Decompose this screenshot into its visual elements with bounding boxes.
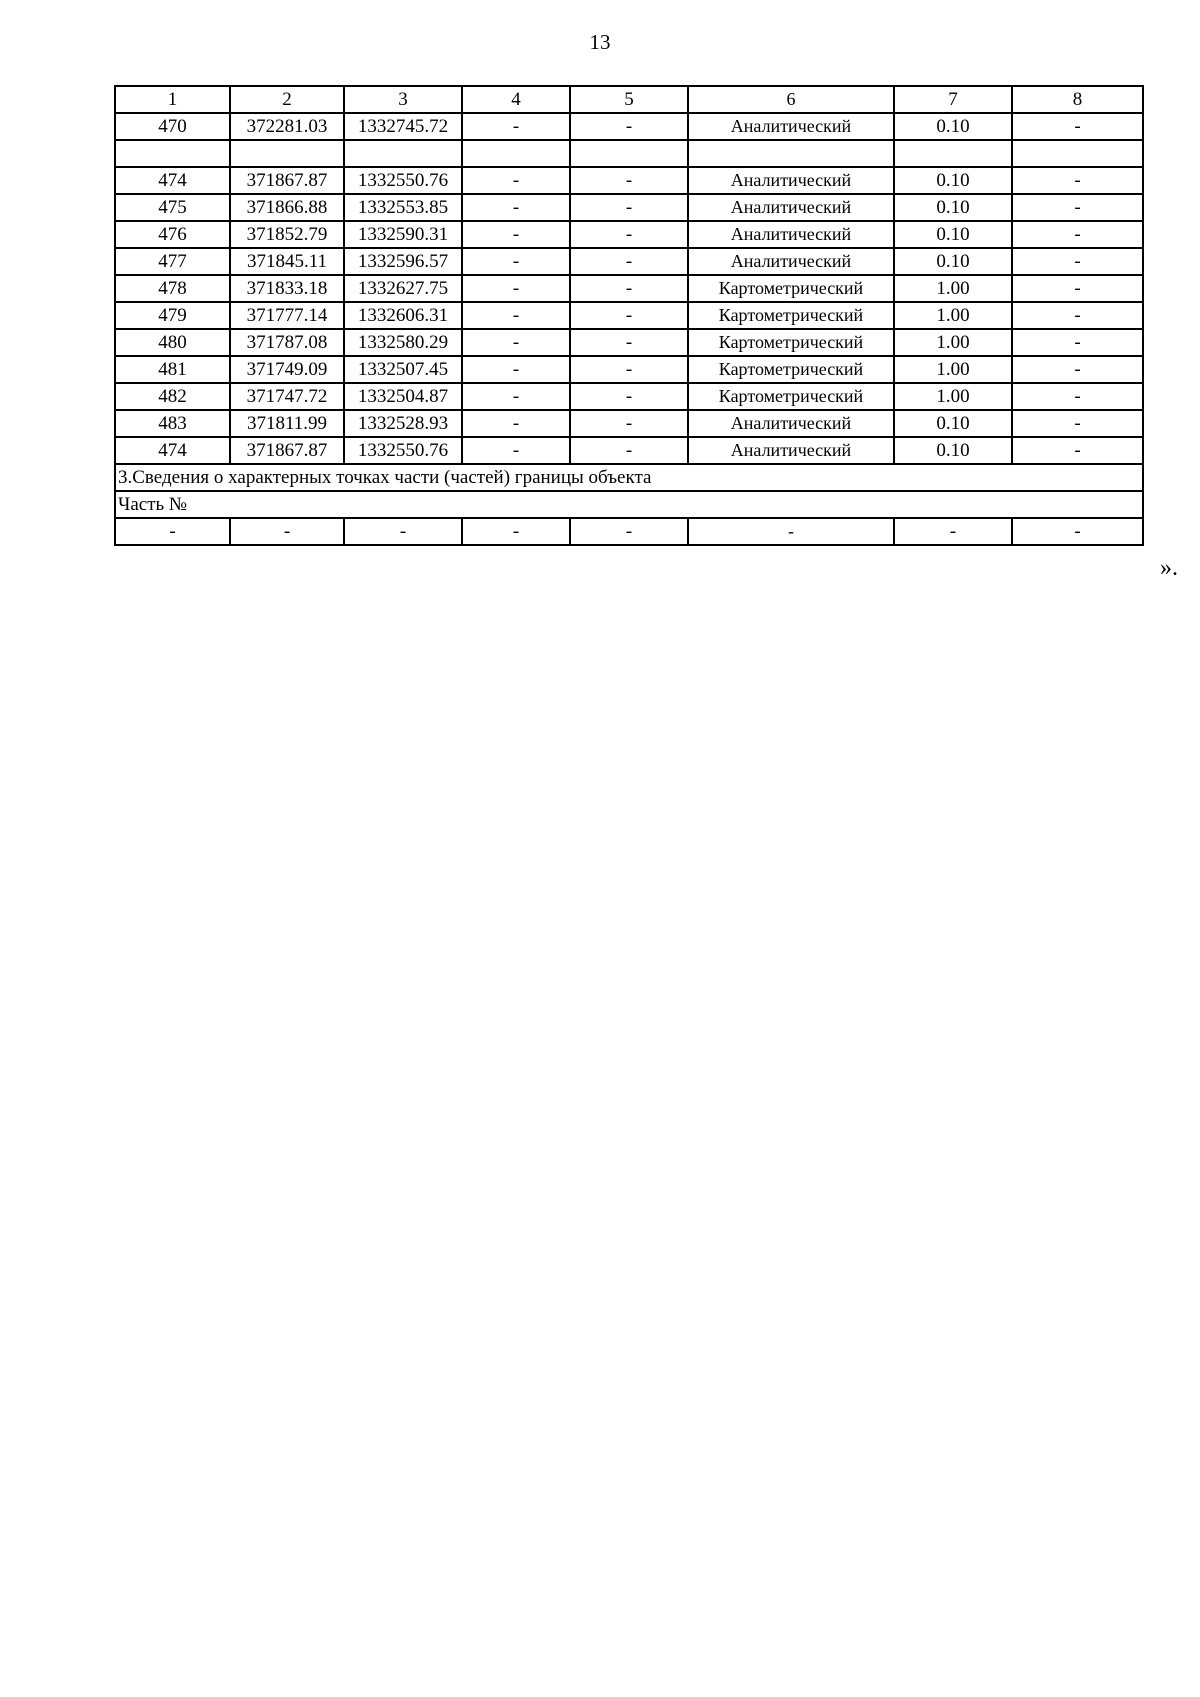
table-row	[115, 518, 1143, 545]
table-cell-col5: 5	[570, 86, 688, 113]
table-cell-col2: 371866.88	[230, 194, 344, 221]
table-cell-col1: 481	[115, 356, 230, 383]
table-cell-col3: 1332550.76	[344, 167, 462, 194]
table-row	[115, 194, 1143, 221]
table-body	[115, 86, 1143, 545]
table-row	[115, 437, 1143, 464]
table-cell-col8: 8	[1012, 86, 1143, 113]
table-cell-col8: -	[1012, 113, 1143, 140]
table-row	[115, 275, 1143, 302]
table-cell-col7: 0.10	[894, 410, 1012, 437]
table-cell-col4: -	[462, 410, 570, 437]
table-cell-col5: -	[570, 383, 688, 410]
table-cell-col7: 7	[894, 86, 1012, 113]
table-cell-col8: -	[1012, 221, 1143, 248]
table-cell-col7: 1.00	[894, 356, 1012, 383]
table-cell-col6: Картометрический	[688, 275, 894, 302]
table-cell-col2: 371777.14	[230, 302, 344, 329]
table-cell-col7: 0.10	[894, 221, 1012, 248]
table-cell-col2: 371749.09	[230, 356, 344, 383]
table-cell-col1: 474	[115, 167, 230, 194]
table-cell-col4: -	[462, 383, 570, 410]
table-cell-col6: Аналитический	[688, 248, 894, 275]
part-label-row	[115, 491, 1143, 518]
table-row	[115, 383, 1143, 410]
table-cell-col8: -	[1012, 302, 1143, 329]
table-row	[115, 302, 1143, 329]
table-cell-col6: 6	[688, 86, 894, 113]
table-cell-col4	[462, 140, 570, 167]
table-cell-col3	[344, 140, 462, 167]
table-cell-col6: Картометрический	[688, 383, 894, 410]
table-cell-col6: Аналитический	[688, 113, 894, 140]
table-cell-col3: 1332504.87	[344, 383, 462, 410]
table-cell-col8: -	[1012, 167, 1143, 194]
table-cell-col4: -	[462, 356, 570, 383]
section-title-row	[115, 464, 1143, 491]
table-cell-col1: 475	[115, 194, 230, 221]
table-cell-col6: Картометрический	[688, 302, 894, 329]
table-row	[115, 356, 1143, 383]
table-row	[115, 248, 1143, 275]
table-cell-col8: -	[1012, 383, 1143, 410]
table-cell-col5: -	[570, 275, 688, 302]
table-cell-col7: 0.10	[894, 248, 1012, 275]
table-cell-col4: -	[462, 329, 570, 356]
table-cell-col4: -	[462, 437, 570, 464]
table-cell-col7: 0.10	[894, 194, 1012, 221]
table-cell-col2: 371867.87	[230, 167, 344, 194]
table-cell-col4: -	[462, 302, 570, 329]
table-cell-col2	[230, 140, 344, 167]
table-cell-col7: 1.00	[894, 302, 1012, 329]
table-cell-col6	[688, 140, 894, 167]
table-cell-col5: -	[570, 248, 688, 275]
boundary-points-table	[114, 85, 1144, 546]
table-cell-col2: 371811.99	[230, 410, 344, 437]
table-cell-col8: -	[1012, 194, 1143, 221]
section-title-row-text: 3.Сведения о характерных точках части (частей) границы объекта	[115, 464, 1143, 491]
closing-quote: ».	[1160, 555, 1178, 581]
table-cell-col3: 1332590.31	[344, 221, 462, 248]
table-cell-col8: -	[1012, 410, 1143, 437]
table-cell-col6: Картометрический	[688, 329, 894, 356]
table-cell-col2: 371867.87	[230, 437, 344, 464]
table-cell-col4: -	[462, 113, 570, 140]
table-cell-col6: Аналитический	[688, 167, 894, 194]
table-cell-col5: -	[570, 410, 688, 437]
table-cell-col7: 0.10	[894, 437, 1012, 464]
table-cell-col8: -	[1012, 437, 1143, 464]
table-cell-col1: -	[115, 518, 230, 545]
table-cell-col3: 1332553.85	[344, 194, 462, 221]
table-cell-col4: 4	[462, 86, 570, 113]
table-cell-col2: 2	[230, 86, 344, 113]
table-cell-col7: 1.00	[894, 275, 1012, 302]
table-cell-col7	[894, 140, 1012, 167]
table-cell-col3: 1332580.29	[344, 329, 462, 356]
page-number: 13	[589, 30, 611, 54]
table-cell-col4: -	[462, 518, 570, 545]
table-cell-col4: -	[462, 275, 570, 302]
table-row	[115, 329, 1143, 356]
table-cell-col5: -	[570, 221, 688, 248]
table-cell-col6: -	[688, 518, 894, 545]
table-cell-col1	[115, 140, 230, 167]
table-cell-col3: 1332596.57	[344, 248, 462, 275]
table-cell-col5: -	[570, 194, 688, 221]
table-cell-col3: 1332528.93	[344, 410, 462, 437]
table-cell-col5	[570, 140, 688, 167]
table-cell-col2: 371852.79	[230, 221, 344, 248]
table-cell-col1: 480	[115, 329, 230, 356]
table-row	[115, 140, 1143, 167]
table-cell-col1: 476	[115, 221, 230, 248]
table-cell-col3: 1332507.45	[344, 356, 462, 383]
table-cell-col1: 483	[115, 410, 230, 437]
table-cell-col1: 479	[115, 302, 230, 329]
table-cell-col6: Аналитический	[688, 221, 894, 248]
table-cell-col5: -	[570, 518, 688, 545]
table-cell-col2: 371833.18	[230, 275, 344, 302]
table-cell-col8: -	[1012, 275, 1143, 302]
table-cell-col7: 0.10	[894, 167, 1012, 194]
table-cell-col2: 372281.03	[230, 113, 344, 140]
table-cell-col7: -	[894, 518, 1012, 545]
table-cell-col2: -	[230, 518, 344, 545]
table-cell-col7: 1.00	[894, 329, 1012, 356]
table-cell-col7: 0.10	[894, 113, 1012, 140]
table-row	[115, 221, 1143, 248]
table-cell-col4: -	[462, 248, 570, 275]
table-cell-col7: 1.00	[894, 383, 1012, 410]
table-cell-col1: 478	[115, 275, 230, 302]
table-cell-col5: -	[570, 437, 688, 464]
table-cell-col8: -	[1012, 356, 1143, 383]
table-cell-col2: 371747.72	[230, 383, 344, 410]
table-row	[115, 410, 1143, 437]
table-cell-col1: 1	[115, 86, 230, 113]
table-cell-col2: 371787.08	[230, 329, 344, 356]
table-cell-col8: -	[1012, 518, 1143, 545]
table-cell-col1: 470	[115, 113, 230, 140]
table-cell-col3: 1332550.76	[344, 437, 462, 464]
table-cell-col1: 482	[115, 383, 230, 410]
table-cell-col3: 1332745.72	[344, 113, 462, 140]
table-cell-col6: Аналитический	[688, 410, 894, 437]
table-cell-col5: -	[570, 302, 688, 329]
table-cell-col3: 1332606.31	[344, 302, 462, 329]
part-label-row-text: Часть №	[115, 491, 1143, 518]
table-cell-col1: 474	[115, 437, 230, 464]
table-cell-col8: -	[1012, 329, 1143, 356]
table-cell-col6: Аналитический	[688, 194, 894, 221]
table-cell-col4: -	[462, 194, 570, 221]
table-cell-col5: -	[570, 356, 688, 383]
table-cell-col4: -	[462, 167, 570, 194]
table-header-row	[115, 86, 1143, 113]
table-cell-col1: 477	[115, 248, 230, 275]
table-cell-col6: Картометрический	[688, 356, 894, 383]
table-cell-col5: -	[570, 113, 688, 140]
table-row	[115, 167, 1143, 194]
table-cell-col5: -	[570, 329, 688, 356]
table-cell-col3: -	[344, 518, 462, 545]
table-cell-col3: 1332627.75	[344, 275, 462, 302]
table-cell-col8: -	[1012, 248, 1143, 275]
table-cell-col3: 3	[344, 86, 462, 113]
table-row	[115, 113, 1143, 140]
table-cell-col2: 371845.11	[230, 248, 344, 275]
table-cell-col4: -	[462, 221, 570, 248]
table-cell-col5: -	[570, 167, 688, 194]
table-cell-col6: Аналитический	[688, 437, 894, 464]
table-cell-col8	[1012, 140, 1143, 167]
